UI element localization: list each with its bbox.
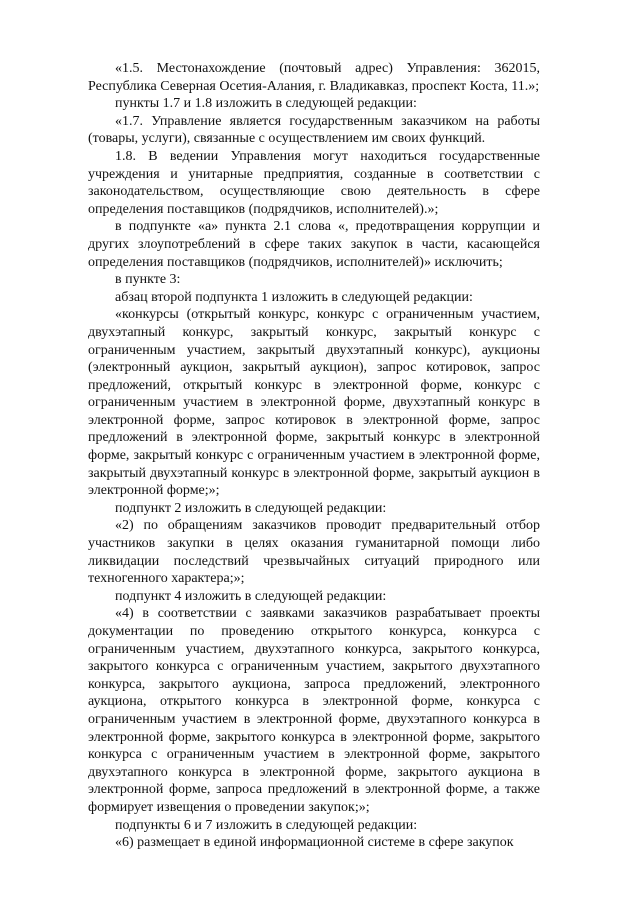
document-body: [88, 60, 540, 852]
paragraph-1-7: «1.7. Управление является государственным заказчиком на работы (товары, услуги), связанные с осуществлением им своих функций.: [88, 113, 540, 147]
paragraph-subpoint-2: «2) по обращениям заказчиков проводит предварительный отбор участников закупки в целях оказания гуманитарной помощи либо ликвидации последствий чрезвычайных ситуаций природного или техногенного характера;»;: [88, 518, 540, 587]
paragraph-competitions-list: «конкурсы (открытый конкурс, конкурс с ограниченным участием, двухэтапный конкурс, закрытый конкурс, закрытый конкурс с ограниченным участием, закрытый двухэтапный конкурс), аукционы (электронный аукцион, закрытый аукцион), запрос котировок, запрос предложений, открытый конкурс в электронной форме, конкурс с ограниченным участием в электронной форме, двухэтапный конкурс в электронной форме, запрос котировок в электронной форме, запрос предложений в электронной форме, закрытый конкурс в электронной форме, закрытый конкурс с ограниченным участием в электронной форме, закрытый двухэтапный конкурс в электронной форме, закрытый аукцион в электронной форме;»;: [88, 307, 540, 499]
paragraph-1-8: 1.8. В ведении Управления могут находиться государственные учреждения и унитарные предприятия, созданные в соответствии с законодательством, осуществляющие свою деятельность в сфере определения поставщиков (подрядчиков, исполнителей).»;: [88, 148, 540, 217]
paragraph-subpoint-6: «6) размещает в единой информационной системе в сфере закупок: [115, 835, 514, 851]
paragraph-subpoints-6-7-intro: подпункты 6 и 7 изложить в следующей редакции:: [115, 817, 418, 833]
paragraph-subpoint-1-intro: абзац второй подпункта 1 изложить в следующей редакции:: [115, 289, 473, 305]
paragraph-point-3: в пункте 3:: [115, 272, 181, 288]
paragraph-subpoint-2-intro: подпункт 2 изложить в следующей редакции:: [115, 500, 387, 516]
paragraph-subpoint-4: «4) в соответствии с заявками заказчиков разрабатывает проекты документации по проведению открытого конкурса, конкурса с ограниченным участием, двухэтапного конкурса, закрытого конкурса, закрытого конкурса с ограниченным участием, закрытого двухэтапного конкурса, закрытого аукциона, запроса предложений, электронного аукциона, открытого конкурса в электронной форме, конкурса с ограниченным участием в электронной форме, двухэтапного конкурса в электронной форме, закрытого конкурса в электронной форме, закрытого конкурса с ограниченным участием в электронной форме, закрытого двухэтапного конкурса в электронной форме, закрытого аукциона в электронной форме, запроса предложений в электронной форме, а также формирует извещения о проведении закупок;»;: [88, 606, 540, 815]
paragraph-2-1-a: в подпункте «а» пункта 2.1 слова «, предотвращения коррупции и других злоупотреблений в сфере таких закупок в части, касающейся определения поставщиков (подрядчиков, исполнителей)» исключить;: [88, 219, 540, 270]
paragraph-subpoint-4-intro: подпункт 4 изложить в следующей редакции:: [115, 588, 387, 604]
paragraph-1-5-address: «1.5. Местонахождение (почтовый адрес) Управления: 362015, Республика Северная Осетия-Алания, г. Владикавказ, проспект Коста, 11.»;: [88, 61, 540, 94]
paragraph-amend-1-7-1-8: пункты 1.7 и 1.8 изложить в следующей редакции:: [115, 96, 417, 112]
